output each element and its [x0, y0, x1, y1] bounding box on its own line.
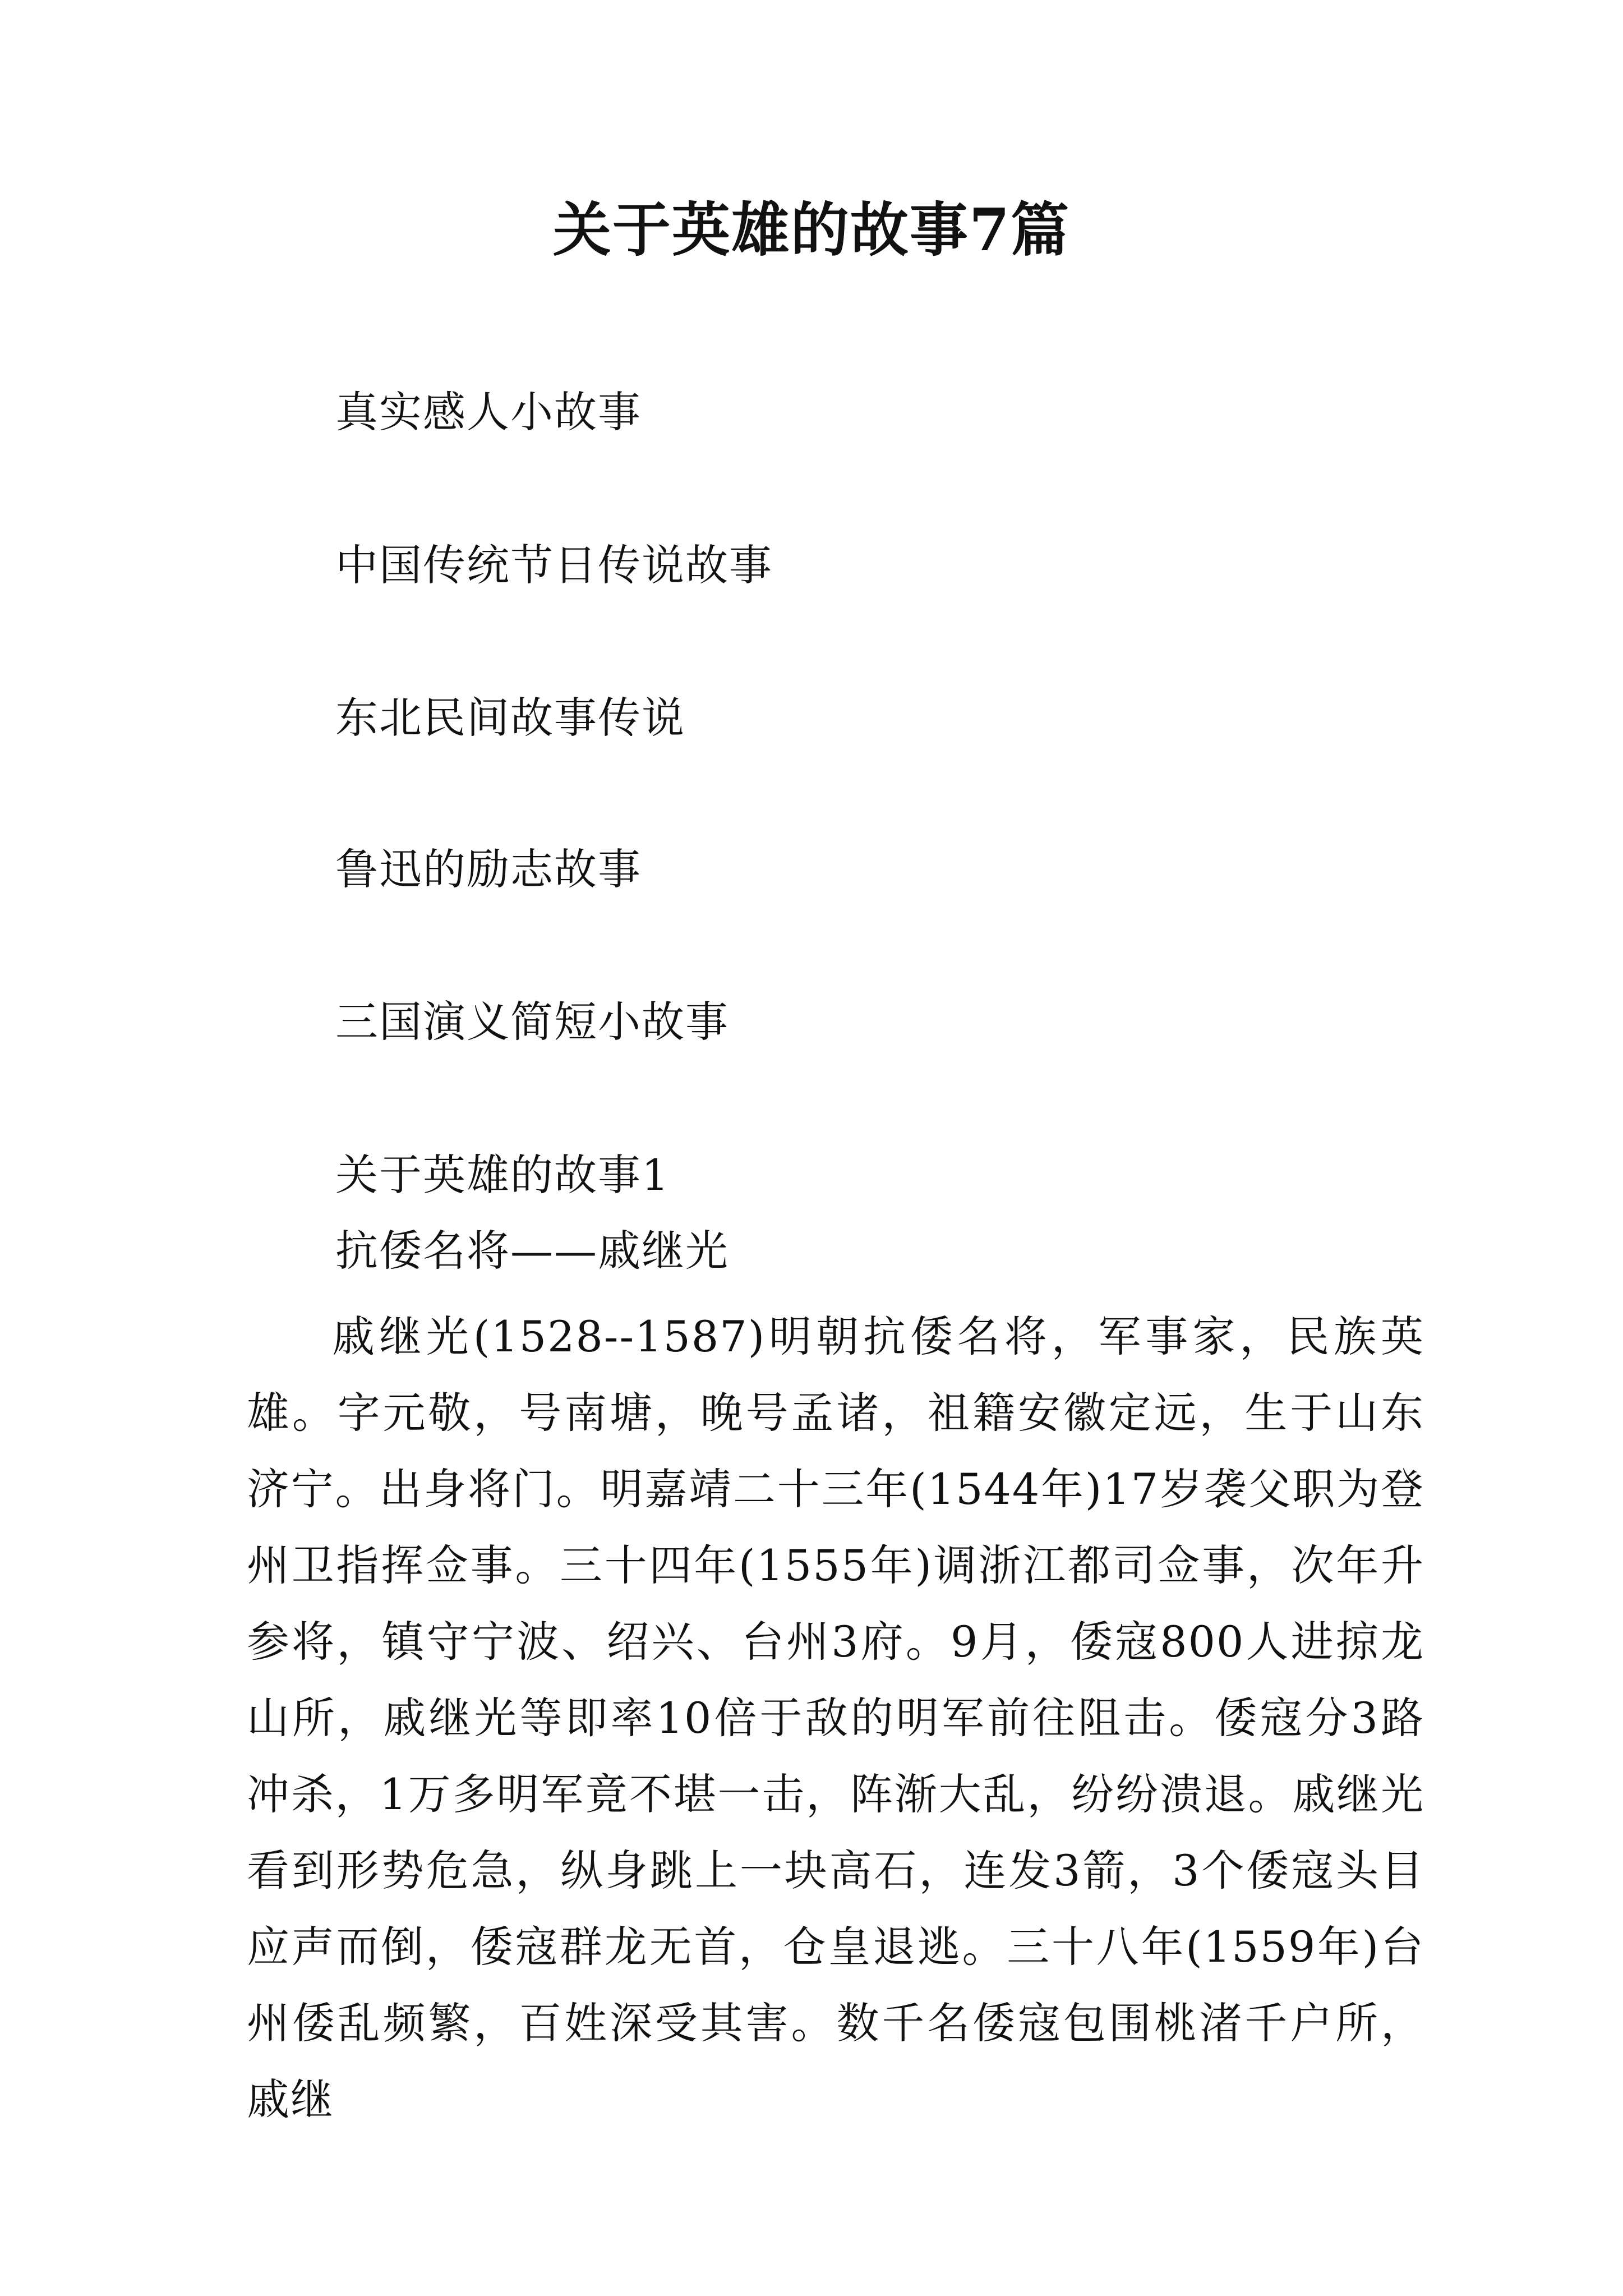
- toc-item: 中国传统节日传说故事: [335, 540, 773, 590]
- toc-item: 东北民间故事传说: [335, 693, 685, 743]
- body-paragraph: 戚继光(1528--1587)明朝抗倭名将，军事家，民族英雄。字元敬，号南塘，晚号孟诸，祖籍安徽定远，生于山东济宁。出身将门。明嘉靖二十三年(1544年)17岁袭父职为登州卫指挥佥事。三十四年(1555年)调浙江都司佥事，次年升参将，镇守宁波、绍兴、台州3府。9月，倭寇800人进掠龙山所，戚继光等即率10倍于敌的明军前往阻击。倭寇分3路冲杀，1万多明军竟不堪一击，阵渐大乱，纷纷溃退。戚继光看到形势危急，纵身跳上一块高石，连发3箭，3个倭寇头目应声而倒，倭寇群龙无首，仓皇退逃。三十八年(1559年)台州倭乱频繁，百姓深受其害。数千名倭寇包围桃渚千户所，戚继: [247, 1312, 1424, 2124]
- toc-item: 三国演义简短小故事: [335, 997, 729, 1047]
- section-heading: 关于英雄的故事1: [335, 1150, 670, 1200]
- toc-item: 鲁迅的励志故事: [335, 844, 642, 894]
- toc-item: 真实感人小故事: [335, 387, 642, 437]
- section-subtitle: 抗倭名将——戚继光: [335, 1226, 729, 1276]
- document-title: 关于英雄的故事7篇: [552, 195, 1071, 264]
